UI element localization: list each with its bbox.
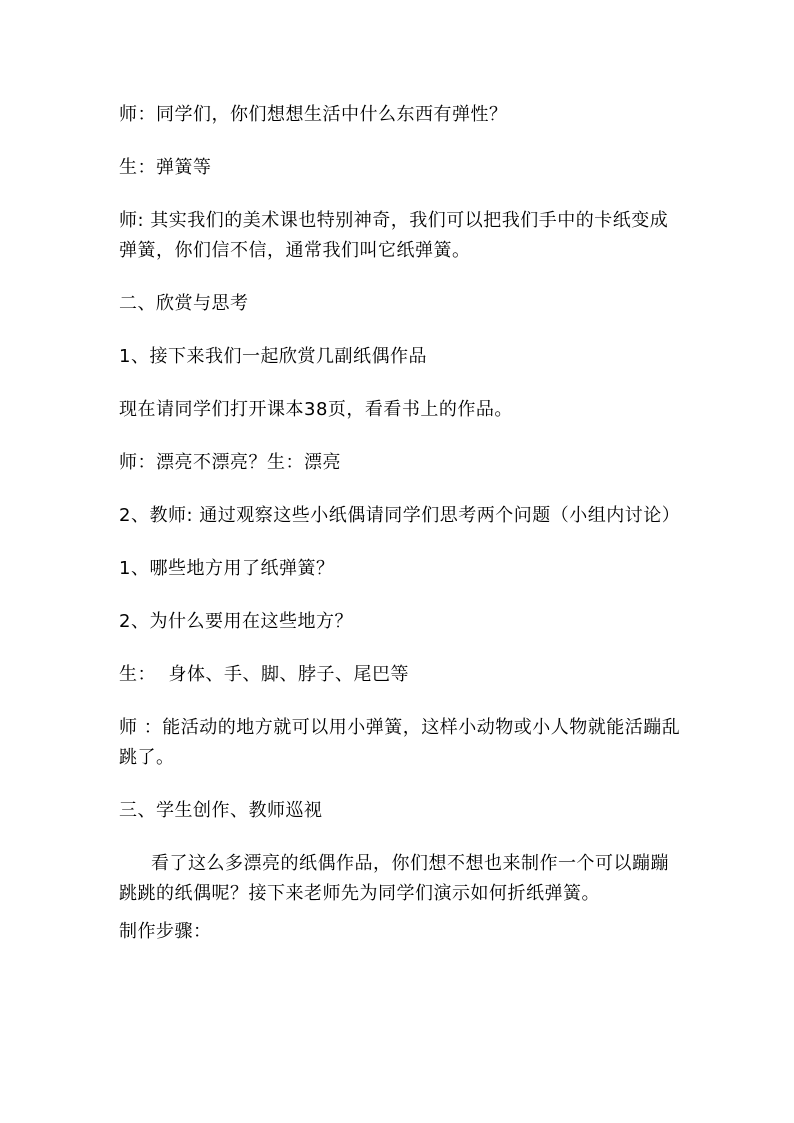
dialogue-pretty-question: 师：漂亮不漂亮？生：漂亮 (119, 452, 341, 473)
dialogue-teacher-explanation: 师: 其实我们的美术课也特别神奇，我们可以把我们手中的卡纸变成弹簧，你们信不信，通常我们叫它纸弹簧。 (119, 210, 669, 261)
dialogue-student-answer: 生：弹簧等 (119, 157, 212, 178)
instruction-open-textbook: 现在请同学们打开课本38页，看看书上的作品。 (119, 399, 513, 420)
dialogue-teacher-question: 师：同学们，你们想想生活中什么东西有弹性？ (119, 104, 508, 125)
question-where-springs-used: 1、哪些地方用了纸弹簧？ (119, 558, 335, 579)
section-heading-appreciation: 二、欣赏与思考 (119, 293, 249, 314)
section-heading-creation: 三、学生创作、教师巡视 (119, 800, 323, 821)
list-item-teacher-observation: 2、教师: 通过观察这些小纸偶请同学们思考两个问题（小组内讨论） (119, 505, 681, 526)
dialogue-student-body-parts: 生： 身体、手、脚、脖子、尾巴等 (119, 664, 409, 685)
paragraph-demonstration-intro: 看了这么多漂亮的纸偶作品，你们想不想也来制作一个可以蹦蹦跳跳的纸偶呢？接下来老师先为同学们演示如何折纸弹簧。 (119, 853, 669, 904)
question-why-springs-used: 2、为什么要用在这些地方？ (119, 611, 353, 632)
document-body (119, 100, 685, 970)
dialogue-teacher-summary: 师 ：能活动的地方就可以用小弹簧，这样小动物或小人物就能活蹦乱跳了。 (119, 717, 681, 768)
heading-production-steps: 制作步骤： (119, 921, 212, 942)
list-item-appreciate-works: 1、接下来我们一起欣赏几副纸偶作品 (119, 346, 427, 367)
